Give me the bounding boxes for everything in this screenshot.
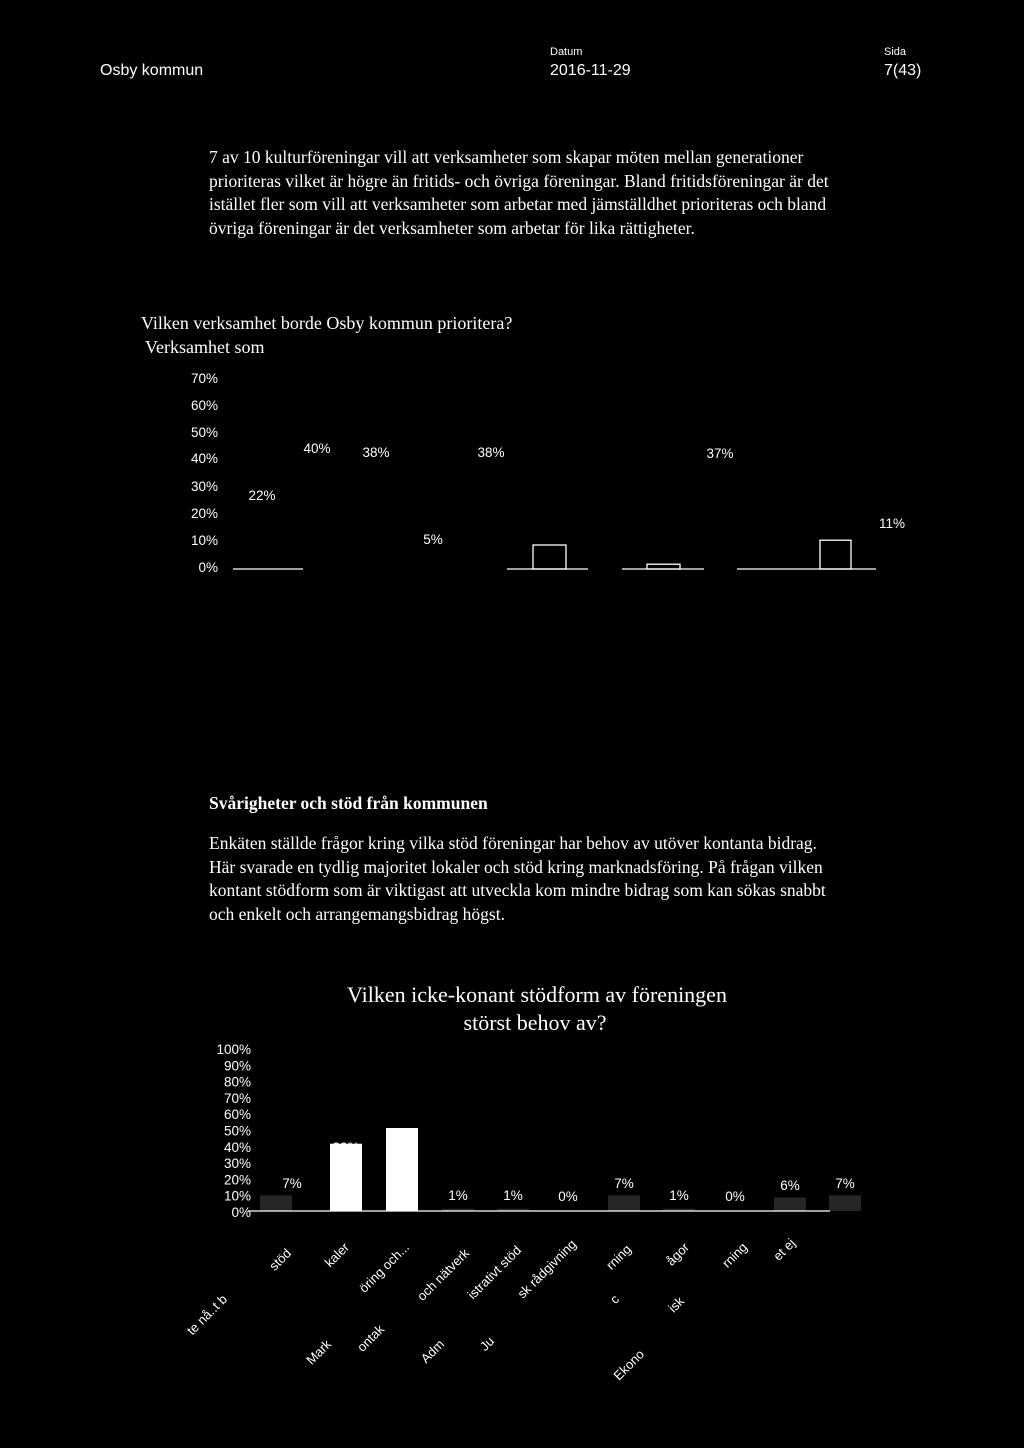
chart2-category-label: Mark	[303, 1336, 335, 1368]
chart-support-svg	[0, 970, 1024, 1440]
chart2-bar	[663, 1209, 695, 1211]
chart2-data-label: 7%	[835, 1176, 855, 1191]
chart2-bar	[442, 1209, 474, 1211]
chart2-data-label: 7%	[614, 1176, 634, 1191]
chart2-category-label: et ej	[770, 1235, 799, 1264]
chart1-data-label: 5%	[423, 532, 443, 547]
chart2-bar	[719, 1211, 751, 1212]
chart2-y-tick: 50%	[223, 1123, 251, 1139]
chart2-data-label: 6%	[780, 1178, 800, 1193]
chart1-bar	[647, 564, 680, 569]
chart1-y-tick: 50%	[190, 425, 218, 440]
chart2-category-label: istrativt stöd	[464, 1242, 525, 1303]
chart2-data-label: 30%	[332, 1140, 360, 1155]
chart2-data-label: 7%	[282, 1176, 302, 1191]
chart2-data-label: 1%	[503, 1188, 523, 1203]
chart1-bar	[533, 545, 566, 569]
chart1-data-label: 22%	[248, 488, 276, 503]
chart2-y-tick: 0%	[231, 1205, 251, 1220]
chart2-y-tick: 70%	[223, 1090, 251, 1106]
chart2-category-label: isk	[665, 1293, 688, 1316]
section-heading: Svårigheter och stöd från kommunen	[209, 793, 488, 813]
chart2-data-label: 0%	[558, 1189, 578, 1204]
chart2-category-label: öring och...	[356, 1239, 413, 1296]
chart2-data-label: 0%	[725, 1189, 745, 1204]
chart2-data-label: 1%	[448, 1188, 468, 1203]
chart2-category-label: rning	[603, 1241, 635, 1273]
section-paragraph: Enkäten ställde frågor kring vilka stöd föreningar har behov av utöver kontanta bidrag. Här svarade en tydlig majoritet lokaler och stöd kring marknadsföring. På frågan vilken kontant stödform som är viktigast att utveckla kom mindre bidrag som kan sökas snabbt och enkelt och arrangemangsbidrag högst.	[209, 833, 826, 924]
chart2-title-line1: Vilken icke-konant stödform av föreningen	[347, 982, 727, 1007]
date-label: Datum	[550, 46, 583, 58]
chart2-y-tick: 90%	[223, 1058, 251, 1074]
chart1-subtitle: Verksamhet som	[145, 337, 265, 357]
chart1-data-label: 37%	[706, 446, 734, 461]
chart1-data-label: 38%	[362, 445, 390, 460]
chart2-data-label: 37%	[388, 1130, 416, 1145]
chart2-bar	[829, 1195, 861, 1211]
chart2-bar	[608, 1195, 640, 1211]
org-name: Osby kommun	[100, 62, 204, 79]
chart2-bar	[260, 1195, 292, 1211]
chart1-y-tick: 0%	[198, 560, 218, 575]
chart2-category-label: kaler	[321, 1239, 353, 1271]
chart2-y-tick: 60%	[223, 1107, 251, 1123]
chart2-category-label: Ju	[476, 1333, 498, 1354]
chart1-data-label: 11%	[878, 516, 906, 531]
chart-support	[0, 970, 1024, 1440]
chart2-y-tick: 10%	[223, 1188, 251, 1204]
page-number: 7(43)	[884, 62, 922, 79]
page-label: Sida	[884, 46, 907, 58]
chart2-y-tick: 100%	[216, 1042, 251, 1057]
chart-priority	[0, 300, 1024, 600]
chart2-category-label: Ekono	[610, 1346, 648, 1384]
chart1-y-tick: 60%	[190, 398, 218, 413]
chart1-bar	[820, 540, 851, 569]
chart1-data-label: 38%	[477, 445, 505, 460]
chart2-y-tick: 40%	[223, 1139, 251, 1155]
chart-priority-svg	[0, 300, 1024, 600]
chart2-category-label: ågor	[663, 1239, 693, 1269]
chart2-category-label: rning	[719, 1239, 751, 1271]
intro-paragraph: 7 av 10 kulturföreningar vill att verksamheter som skapar möten mellan generationer prioriteras vilket är högre än fritids- och övriga föreningar. Bland fritidsföreningar är det istället fler som vill att verksamheter som arbetar med jämställdhet prioriteras och bland övriga föreningar är det verksamheter som arbetar för lika rättigheter.	[209, 147, 829, 238]
chart1-y-tick: 20%	[190, 506, 218, 521]
chart2-category-label: stöd	[266, 1245, 295, 1274]
chart2-y-tick: 20%	[223, 1172, 251, 1188]
chart1-y-tick: 70%	[190, 371, 218, 386]
chart2-title-line2: störst behov av?	[463, 1010, 607, 1035]
date-value: 2016-11-29	[550, 62, 631, 79]
chart2-category-label: sk rådgivning	[514, 1236, 580, 1302]
chart2-bar	[497, 1209, 529, 1211]
chart2-y-tick: 30%	[223, 1156, 251, 1172]
chart2-data-label: 1%	[669, 1188, 689, 1203]
chart1-y-tick: 40%	[190, 451, 218, 466]
chart1-title: Vilken verksamhet borde Osby kommun prioritera?	[141, 313, 513, 333]
chart2-bar	[774, 1198, 806, 1211]
chart1-y-tick: 10%	[190, 533, 218, 548]
chart2-y-tick: 80%	[223, 1074, 251, 1090]
chart2-category-label: te nå..t b	[183, 1291, 231, 1338]
chart2-bar	[552, 1211, 584, 1212]
chart2-category-label: c	[606, 1291, 623, 1307]
chart1-y-tick: 30%	[190, 479, 218, 494]
chart2-category-label: Adm	[417, 1336, 448, 1367]
chart1-data-label: 40%	[303, 441, 331, 456]
chart2-category-label: ontak	[354, 1321, 388, 1355]
chart2-category-label: och nätverk	[413, 1245, 473, 1304]
